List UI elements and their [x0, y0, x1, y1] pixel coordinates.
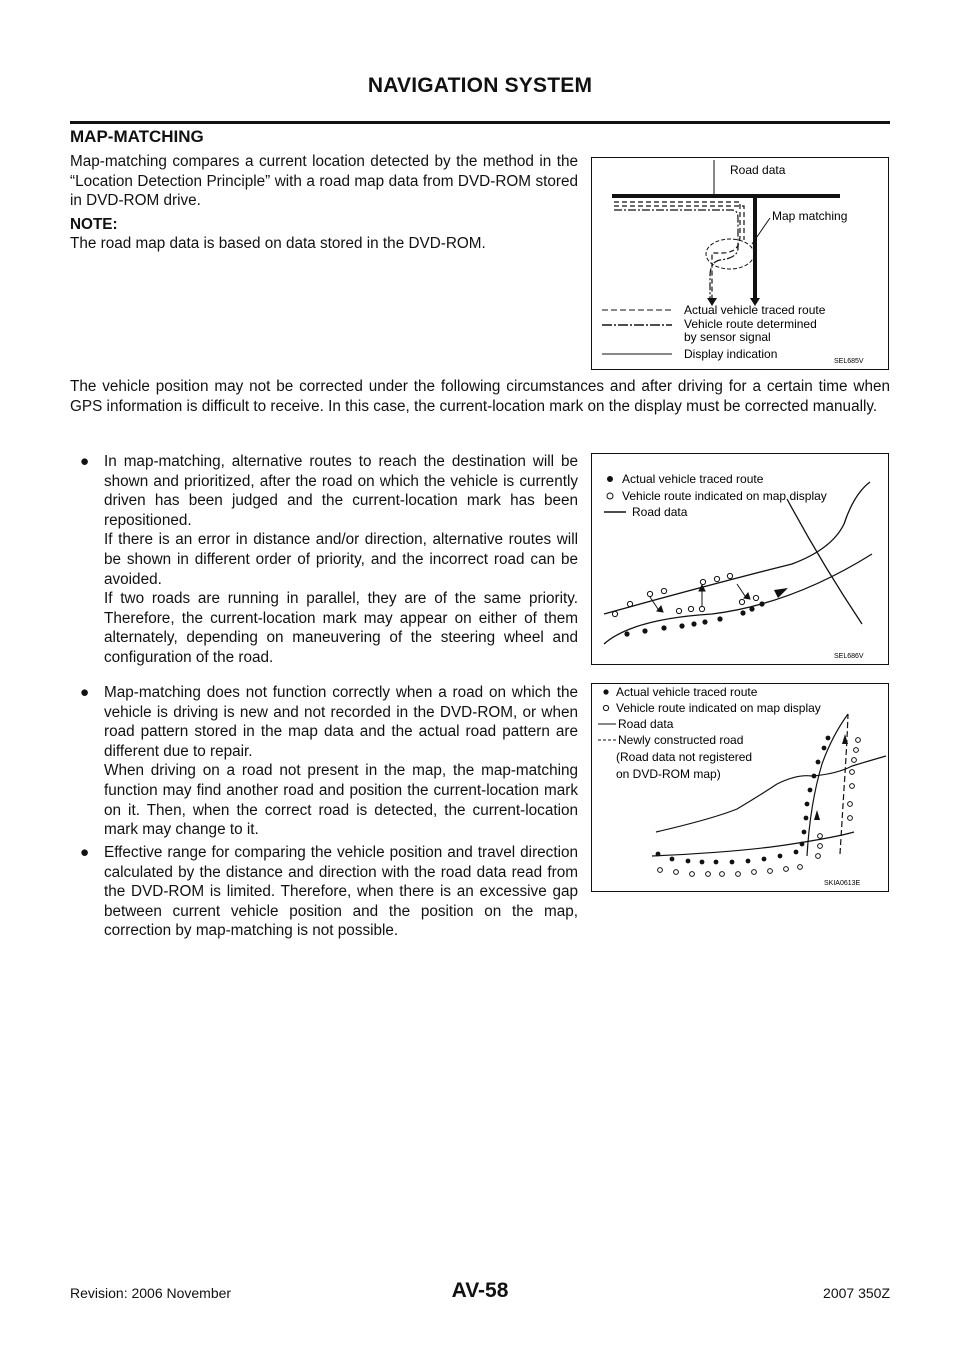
- fig3-legend-new-b: (Road data not registered: [616, 750, 753, 764]
- note-text: The road map data is based on data stored in the DVD-ROM.: [70, 235, 486, 252]
- bullet-2-line-2: When driving on a road not present in the map, the map-matching function may find another road and position the current-location mark on it. Then, when the correct road is detected, the current-location mark may change to it.: [104, 762, 578, 839]
- bullet-3-line-1: Effective range for comparing the vehicle position and travel direction calculated by the distance and direction with the road data read from the DVD-ROM is limited. Therefore, when there is an excessive gap between current vehicle position and the position on the map, correction by map-matching is not possible.: [104, 844, 578, 940]
- bullet-symbol-2: ●: [80, 684, 90, 701]
- bullet-1-line-1: In map-matching, alternative routes to reach the destination will be shown and prioritized, after the road on which the vehicle is currently driven has been judged and the current-location mark has been repositioned.: [104, 453, 578, 529]
- figure-new-road: [591, 683, 889, 892]
- footer-model: 2007 350Z: [823, 1285, 890, 1301]
- fig2-legend-actual: Actual vehicle traced route: [622, 472, 764, 486]
- fig3-code: SKIA0613E: [824, 880, 861, 887]
- figure-parallel-roads: [591, 453, 889, 665]
- fig2-legend-road: Road data: [632, 505, 688, 519]
- note-label: NOTE:: [70, 216, 118, 233]
- bullet-1-line-3: If two roads are running in parallel, they are of the same priority. Therefore, the current-location mark may appear on either of them alternately, depending on maneuvering of the steering wheel and configuration of the road.: [104, 590, 578, 666]
- fig2-legend-display: Vehicle route indicated on map display: [622, 489, 827, 503]
- fig1-legend-sensor-b: by sensor signal: [684, 330, 771, 344]
- fig3-legend-road: Road data: [618, 717, 674, 731]
- bullet-1-line-2: If there is an error in distance and/or direction, alternative routes will be shown in different order of priority, and the incorrect road can be avoided.: [104, 531, 578, 588]
- fig3-legend-actual: Actual vehicle traced route: [616, 685, 758, 699]
- fig1-legend-display: Display indication: [684, 347, 778, 361]
- fig1-legend-actual: Actual vehicle traced route: [684, 303, 826, 317]
- page-number: AV-58: [451, 1279, 509, 1302]
- section-title: MAP-MATCHING: [70, 127, 204, 146]
- fig1-label-map-matching: Map matching: [772, 209, 848, 223]
- bullet-2-line-1: Map-matching does not function correctly when a road on which the vehicle is driving is new and not recorded in the DVD-ROM, or when road pattern stored in the map data and the actual road pattern are different due to repair.: [104, 684, 578, 760]
- circumstances-paragraph: The vehicle position may not be corrected under the following circumstances and after driving for a certain time when GPS information is difficult to receive. In this case, the current-location mark on the display must be corrected manually.: [70, 378, 890, 415]
- fig3-legend-new-a: Newly constructed road: [618, 733, 744, 747]
- fig3-legend-new-c: on DVD-ROM map): [616, 767, 721, 781]
- bullet-symbol-3: ●: [80, 844, 90, 861]
- fig3-legend-display: Vehicle route indicated on map display: [616, 701, 821, 715]
- fig1-legend-sensor-a: Vehicle route determined: [684, 317, 817, 331]
- page-header-title: NAVIGATION SYSTEM: [367, 74, 593, 97]
- fig2-code: SEL686V: [834, 653, 864, 660]
- bullet-symbol-1: ●: [80, 453, 90, 470]
- figure-map-matching: [591, 157, 889, 370]
- intro-paragraph: Map-matching compares a current location detected by the method in the “Location Detection Principle” with a road map data from DVD-ROM stored in DVD-ROM drive.: [70, 153, 578, 210]
- footer-revision: Revision: 2006 November: [70, 1285, 232, 1301]
- fig1-label-road-data: Road data: [730, 163, 786, 177]
- header-rule: [70, 121, 890, 124]
- bullet-text-1: [104, 452, 578, 668]
- bullet-text-3: [104, 843, 578, 941]
- fig1-code: SEL685V: [834, 358, 864, 365]
- bullet-text-2: [104, 683, 578, 840]
